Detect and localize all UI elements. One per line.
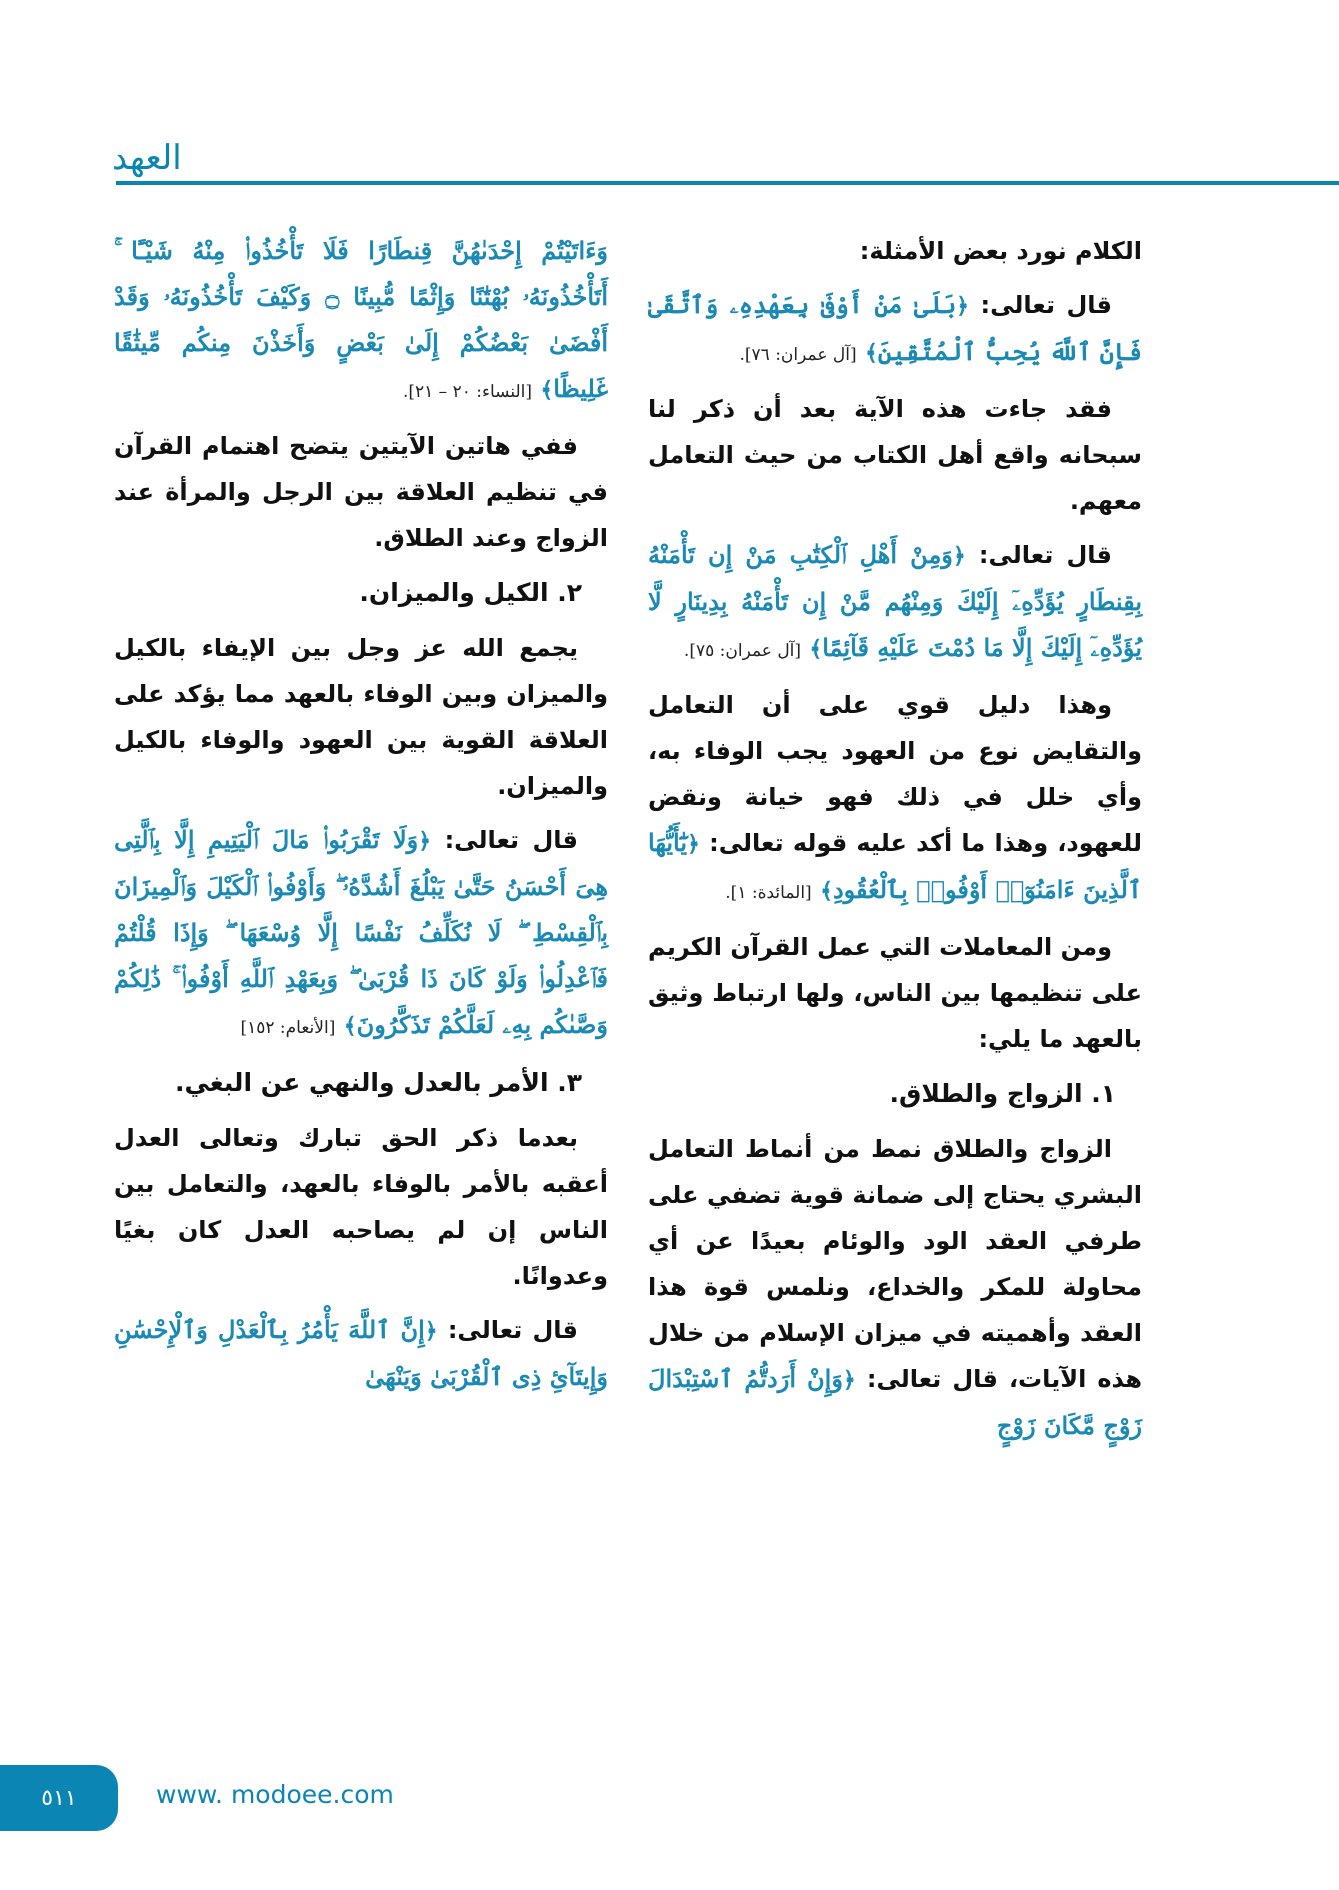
header-divider xyxy=(116,181,1339,185)
ornate-bracket-open-icon: ﴿ xyxy=(424,1318,438,1344)
quran-verse: وَإِنْ أَرَدتُّمُ ٱسْتِبْدَالَ زَوْجٍ مَّكَانَ زَوْجٍ xyxy=(648,1364,1142,1440)
ornate-bracket-open-icon: ﴿ xyxy=(842,1367,856,1393)
paragraph-text: وهذا دليل قوي على أن التعامل والتقايض نوع من العهود يجب الوفاء به، وأي خلل في ذلك فهو خيانة ونقض للعهود، وهذا ما أكد عليه قوله تعالى: xyxy=(648,691,1142,857)
verse-paragraph xyxy=(114,1307,608,1400)
section-heading: ٢. الكيل والميزان. xyxy=(359,578,582,607)
page-number: ٥١١ xyxy=(41,1785,77,1811)
paragraph: الكلام نورد بعض الأمثلة: xyxy=(859,237,1142,265)
ornate-bracket-open-icon: ﴿ xyxy=(418,828,432,854)
ornate-bracket-close-icon: ﴾ xyxy=(343,1013,357,1039)
paragraph: ومن المعاملات التي عمل القرآن الكريم على تنظيمها بين الناس، ولها ارتباط وثيق بالعهد ما يلي: xyxy=(648,933,1142,1053)
verse-paragraph xyxy=(114,228,608,415)
verse-paragraph xyxy=(648,532,1142,674)
quran-verse: إِنَّ ٱللَّهَ يَأْمُرُ بِٱلْعَدْلِ وَٱلْإِحْسَٰنِ وَإِيتَآئِ ذِى ٱلْقُرْبَىٰ وَيَنْهَىٰ xyxy=(114,1315,608,1391)
quran-verse: بَلَىٰ مَنْ أَوْفَىٰ بِعَهْدِهِۦ وَٱتَّقَىٰ فَإِنَّ ٱللَّهَ يُحِبُّ ٱلْمُتَّقِينَ xyxy=(648,290,1142,366)
paragraph: فقد جاءت هذه الآية بعد أن ذكر لنا سبحانه واقع أهل الكتاب من حيث التعامل معهم. xyxy=(648,395,1142,515)
paragraph: بعدما ذكر الحق تبارك وتعالى العدل أعقبه بالأمر بالوفاء بالعهد، والتعامل بين الناس إن لم يصاحبه العدل كان بغيًا وعدوانًا. xyxy=(114,1124,608,1290)
website-link[interactable]: www. modoee.com xyxy=(156,1780,394,1809)
section-heading: ٣. الأمر بالعدل والنهي عن البغي. xyxy=(174,1068,582,1097)
left-column xyxy=(114,228,608,1408)
verse-intro: قال تعالى: xyxy=(978,541,1112,569)
ornate-bracket-close-icon: ﴾ xyxy=(864,340,878,366)
quran-verse: يَٰٓأَيُّهَا ٱلَّذِينَ ءَامَنُوٓا۟ أَوْفُوا۟ بِٱلْعُقُودِ xyxy=(648,828,1142,904)
verse-paragraph xyxy=(114,817,608,1051)
section-heading: ١. الزواج والطلاق. xyxy=(889,1079,1116,1108)
verse-reference: [آل عمران: ٧٦]. xyxy=(739,345,857,365)
ornate-bracket-close-icon: ﴾ xyxy=(809,636,823,662)
quran-verse: وَلَا تَقْرَبُوا۟ مَالَ ٱلْيَتِيمِ إِلَّا بِٱلَّتِى هِىَ أَحْسَنُ حَتَّىٰ يَبْلُغَ أَشُدَّهُۥ ۖ وَأَوْفُوا۟ ٱلْكَيْلَ وَٱلْمِيزَانَ بِٱلْقِسْطِ ۖ لَا نُكَلِّفُ نَفْسًا إِلَّا وُسْعَهَا ۖ وَإِذَا قُلْتُمْ فَٱعْدِلُوا۟ وَلَوْ كَانَ ذَا قُرْبَىٰ ۖ وَبِعَهْدِ ٱللَّهِ أَوْفُوا۟ ۚ ذَٰلِكُمْ وَصَّىٰكُم بِهِۦ لَعَلَّكُمْ تَذَكَّرُونَ xyxy=(114,825,608,1039)
ornate-bracket-open-icon: ﴿ xyxy=(687,831,700,857)
verse-intro: قال تعالى: xyxy=(980,291,1112,319)
verse-paragraph xyxy=(648,282,1142,378)
ornate-bracket-close-icon: ﴾ xyxy=(820,878,833,904)
ornate-bracket-close-icon: ﴾ xyxy=(540,377,554,403)
verse-reference: [المائدة: ١]. xyxy=(725,883,812,903)
ornate-bracket-open-icon: ﴿ xyxy=(952,543,966,569)
verse-reference: [الأنعام: ١٥٢] xyxy=(240,1018,336,1038)
chapter-title: العهد xyxy=(112,138,182,178)
right-column xyxy=(648,228,1142,1457)
verse-reference: [النساء: ٢٠ – ٢١]. xyxy=(402,382,532,402)
verse-reference: [آل عمران: ٧٥]. xyxy=(683,641,802,661)
quran-verse: وَءَاتَيْتُمْ إِحْدَىٰهُنَّ قِنطَارًا فَلَا تَأْخُذُوا۟ مِنْهُ شَيْـًٔا ۚ أَتَأْخُذُونَهُۥ بُهْتَٰنًا وَإِثْمًا مُّبِينًا ۝ وَكَيْفَ تَأْخُذُونَهُۥ وَقَدْ أَفْضَىٰ بَعْضُكُمْ إِلَىٰ بَعْضٍ وَأَخَذْنَ مِنكُم مِّيثَٰقًا غَلِيظًا xyxy=(114,236,608,403)
verse-paragraph xyxy=(648,682,1142,916)
verse-paragraph xyxy=(648,1126,1142,1449)
quran-verse: وَمِنْ أَهْلِ ٱلْكِتَٰبِ مَنْ إِن تَأْمَنْهُ بِقِنطَارٍ يُؤَدِّهِۦٓ إِلَيْكَ وَمِنْهُم مَّنْ إِن تَأْمَنْهُ بِدِينَارٍ لَّا يُؤَدِّهِۦٓ إِلَيْكَ إِلَّا مَا دُمْتَ عَلَيْهِ قَآئِمًا xyxy=(648,540,1142,662)
verse-intro: قال تعالى: xyxy=(447,1316,579,1344)
paragraph-text: الزواج والطلاق نمط من أنماط التعامل البشري يحتاج إلى ضمانة قوية تضفي على طرفي العقد الود والوئام بعيدًا عن أي محاولة للمكر والخداع، ونلمس قوة هذا العقد وأهميته في ميزان الإسلام من خلال هذه الآيات، قال تعالى: xyxy=(648,1135,1143,1393)
page-number-badge xyxy=(0,1765,118,1831)
paragraph: ففي هاتين الآيتين يتضح اهتمام القرآن في تنظيم العلاقة بين الرجل والمرأة عند الزواج وعند الطلاق. xyxy=(114,432,608,552)
verse-intro: قال تعالى: xyxy=(444,826,578,854)
paragraph: يجمع الله عز وجل بين الإيفاء بالكيل والميزان وبين الوفاء بالعهد مما يؤكد على العلاقة القوية بين العهود والوفاء بالكيل والميزان. xyxy=(114,634,608,800)
ornate-bracket-open-icon: ﴿ xyxy=(956,293,970,319)
